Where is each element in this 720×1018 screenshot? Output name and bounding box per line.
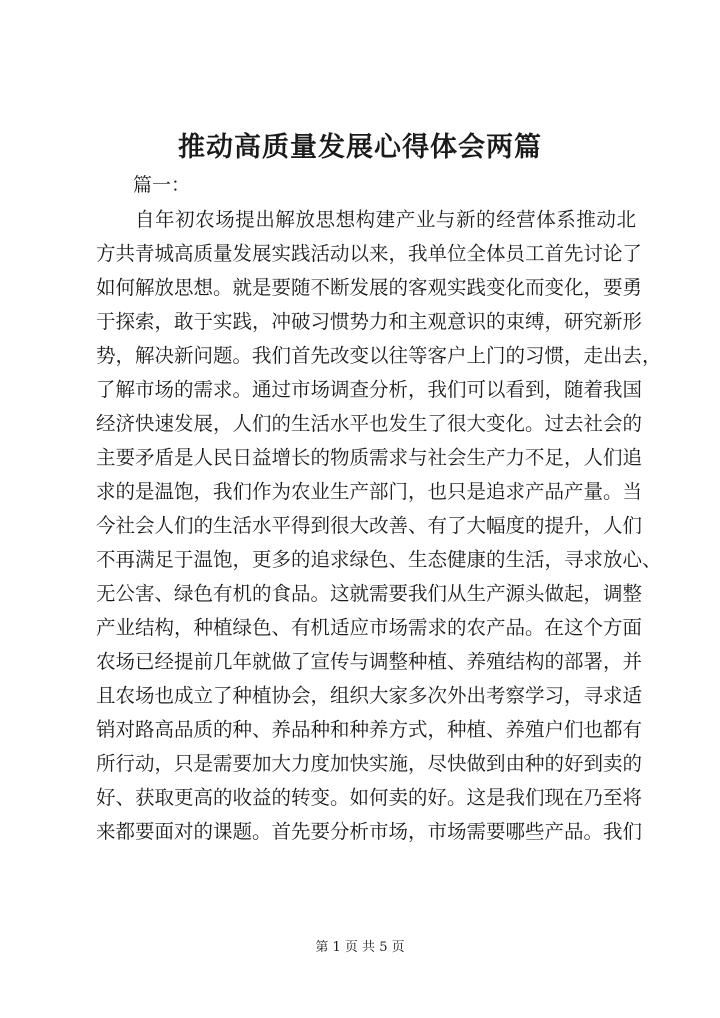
body-line: 自年初农场提出解放思想构建产业与新的经营体系推动北	[135, 208, 636, 231]
body-line: 于探索，敢于实践，冲破习惯势力和主观意识的束缚，研究新形	[96, 310, 643, 333]
body-line: 求的是温饱，我们作为农业生产部门，也只是追求产品产量。当	[96, 480, 643, 503]
body-line: 了解市场的需求。通过市场调查分析，我们可以看到，随着我国	[96, 378, 643, 401]
body-line: 销对路高品质的种、养品种和种养方式，种植、养殖户们也都有	[96, 718, 643, 741]
page-footer: 第 1 页 共 5 页	[315, 940, 405, 955]
body-line: 势，解决新问题。我们首先改变以往等客户上门的习惯，走出去，	[96, 344, 662, 367]
body-line: 产业结构，种植绿色、有机适应市场需求的农产品。在这个方面	[96, 616, 643, 639]
body-line: 方共青城高质量发展实践活动以来，我单位全体员工首先讨论了	[96, 242, 643, 265]
body-line: 无公害、绿色有机的食品。这就需要我们从生产源头做起，调整	[96, 582, 643, 605]
body-line: 农场已经提前几年就做了宣传与调整种植、养殖结构的部署，并	[96, 650, 643, 673]
body-line: 来都要面对的课题。首先要分析市场，市场需要哪些产品。我们	[96, 820, 643, 843]
body-line: 经济快速发展，人们的生活水平也发生了很大变化。过去社会的	[96, 412, 643, 435]
body-line: 好、获取更高的收益的转变。如何卖的好。这是我们现在乃至将	[96, 786, 643, 809]
body-line: 如何解放思想。就是要随不断发展的客观实践变化而变化，要勇	[96, 276, 643, 299]
section-heading: 篇一：	[133, 174, 191, 196]
body-line: 不再满足于温饱，更多的追求绿色、生态健康的生活，寻求放心、	[96, 548, 662, 571]
body-line: 今社会人们的生活水平得到很大改善、有了大幅度的提升，人们	[96, 514, 643, 537]
document-title: 推动高质量发展心得体会两篇	[178, 132, 542, 163]
body-line: 且农场也成立了种植协会，组织大家多次外出考察学习，寻求适	[96, 684, 643, 707]
body-line: 所行动，只是需要加大力度加快实施，尽快做到由种的好到卖的	[96, 752, 643, 775]
body-text	[96, 203, 662, 849]
body-line: 主要矛盾是人民日益增长的物质需求与社会生产力不足，人们追	[96, 446, 643, 469]
